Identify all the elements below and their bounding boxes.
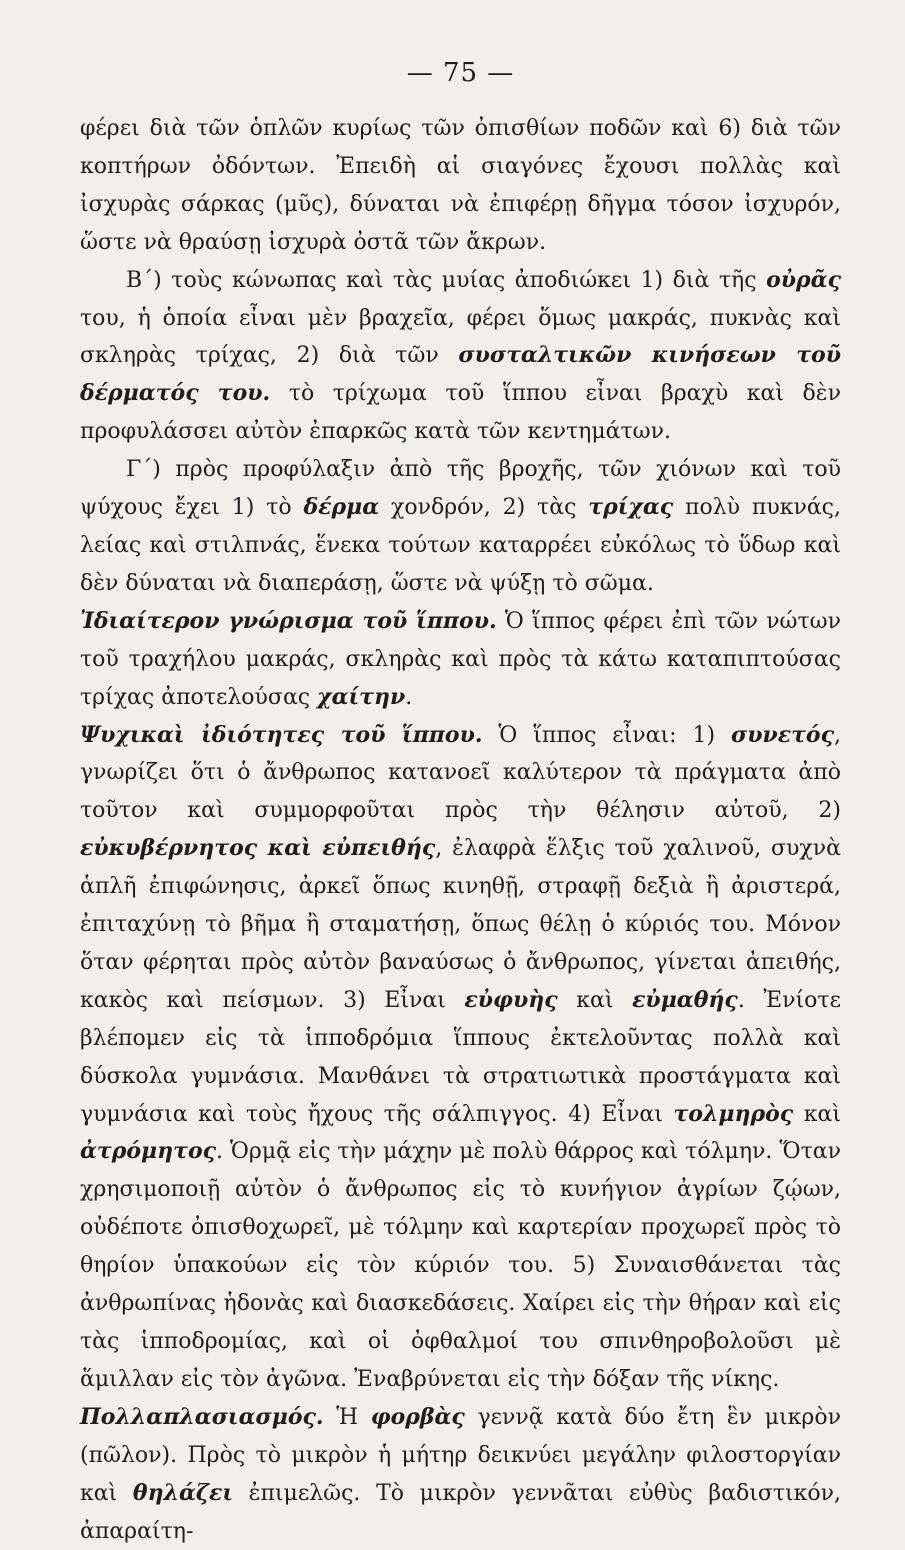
emphasized-term: συνετός (731, 721, 834, 748)
text-run: τὸ τρίχωμα τοῦ ἵππου εἶναι βραχὺ καὶ δὲν προφυλάσσει αὐτὸν ἐπαρκῶς κατὰ τῶν κεντημάτων. (80, 381, 841, 445)
emphasized-term: εὐμαθής (632, 986, 738, 1013)
emphasized-term: φορβὰς (370, 1403, 465, 1430)
text-run: Ἡ (323, 1404, 371, 1430)
emphasized-term: Ἰδιαίτερον γνώρισμα τοῦ ἵππου. (80, 607, 497, 634)
text-run: . Ἐνίοτε βλέπομεν εἰς τὰ ἱπποδρόμια ἵππους ἐκτελοῦντας πολλὰ καὶ δύσκολα γυμνάσια. Μανθάνει τὰ στρατιωτικὰ προστάγματα καὶ γυμνάσια καὶ τοὺς ἤχους τῆς σάλπιγγος. 4) Εἶναι (80, 987, 841, 1127)
paragraph-reproduction (80, 1399, 841, 1550)
text-run: , γνωρίζει ὅτι ὁ ἄνθρωπος κατανοεῖ καλύτερον τὰ πράγματα ἀπὸ τοῦτον καὶ συμμορφοῦται πρὸς τὴν θέλησιν αὐτοῦ, 2) (80, 722, 841, 824)
emphasized-term: χαίτην (317, 683, 406, 710)
text-run: καὶ (557, 987, 633, 1013)
text-run: Γ΄) πρὸς προφύλαξιν ἀπὸ τῆς βροχῆς, τῶν χιόνων καὶ τοῦ ψύχους ἔχει 1) τὸ (80, 457, 841, 521)
text-run: καὶ (793, 1101, 841, 1127)
emphasized-term: τολμηρὸς (673, 1100, 794, 1127)
text-run: Ὁ ἵππος εἶναι: 1) (482, 722, 731, 748)
emphasized-term: οὐρᾶς (766, 266, 841, 293)
emphasized-term: τρίχας (588, 494, 674, 521)
text-run: . (405, 684, 413, 710)
emphasized-term: εὐφυὴς (464, 986, 558, 1013)
text-run: ἐπιμελῶς. Τὸ μικρὸν γεννᾶται εὐθὺς βαδιστικόν, ἀπαραίτη- (80, 1480, 842, 1544)
emphasized-term: εὐκυβέρνητος καὶ εὐπειθής (80, 835, 436, 862)
text-run: χονδρόν, 2) τὰς (379, 495, 589, 521)
paragraph-weather (80, 451, 841, 603)
page-number: — 75 — (406, 58, 515, 88)
paragraph-psychology (80, 717, 841, 1399)
text-run: φέρει διὰ τῶν ὁπλῶν κυρίως τῶν ὀπισθίων ποδῶν καὶ 6) διὰ τῶν κοπτήρων ὀδόντων. Ἐπειδὴ αἱ σιαγόνες ἔχουσι πολλὰς καὶ ἰσχυρὰς σάρκας (μῦς), δύναται νὰ ἐπιφέρῃ δῆγμα τόσον ἰσχυρόν, ὥστε νὰ θραύσῃ ἰσχυρὰ ὀστᾶ τῶν ἄκρων. (80, 116, 841, 255)
paragraph-teeth (80, 110, 841, 262)
text-run: γεννᾷ κατὰ δύο ἔτη ἓν μικρὸν (πῶλον). Πρὸς τὸ μικρὸν ἡ μήτηρ δεικνύει μεγάλην φιλοστοργίαν καὶ (80, 1404, 841, 1506)
body-text (80, 110, 841, 1550)
paragraph-mane (80, 603, 841, 717)
emphasized-term: θηλάζει (132, 1479, 233, 1506)
paragraph-insects (80, 262, 841, 452)
emphasized-term: δέρμα (303, 494, 380, 521)
text-run: του, ἡ ὁποία εἶναι μὲν βραχεῖα, φέρει ὅμως μακράς, πυκνὰς καὶ σκληρὰς τρίχας, 2) διὰ τῶν (80, 305, 841, 369)
emphasized-term: ἀτρόμητος (80, 1138, 217, 1165)
text-run: , ἐλαφρὰ ἕλξις τοῦ χαλινοῦ, συχνὰ ἁπλῆ ἐπιφώνησις, ἀρκεῖ ὅπως κινηθῇ, στραφῇ δεξιὰ ἢ ἀριστερά, ἐπιταχύνῃ τὸ βῆμα ἢ σταματήσῃ, ὅπως θέλῃ ὁ κύριός του. Μόνον ὅταν φέρηται πρὸς αὐτὸν βαναύσως ὁ ἄνθρωπος, γίνεται ἀπειθής, κακὸς καὶ πείσμων. 3) Εἶναι (80, 836, 841, 1013)
text-run: Ὁ ἵππος φέρει ἐπὶ τῶν νώτων τοῦ τραχήλου μακράς, σκληρὰς καὶ πρὸς τὰ κάτω καταπιπτούσας τρίχας ἀποτελούσας (80, 608, 841, 710)
emphasized-term: Πολλαπλασιασμός. (80, 1403, 324, 1430)
text-run: . Ὁρμᾷ εἰς τὴν μάχην μὲ πολὺ θάρρος καὶ τόλμην. Ὅταν χρησιμοποιῇ αὐτὸν ὁ ἄνθρωπος εἰς τὸ κυνήγιον ἀγρίων ζῴων, οὐδέποτε ὀπισθοχωρεῖ, μὲ τόλμην καὶ καρτερίαν προχωρεῖ πρὸς τὸ θηρίον ὑπακούων εἰς τὸν κύριόν του. 5) Συναισθάνεται τὰς ἀνθρωπίνας ἡδονὰς καὶ διασκεδάσεις. Χαίρει εἰς τὴν θήραν καὶ εἰς τὰς ἱπποδρομίας, καὶ οἱ ὀφθαλμοί του σπινθηροβολοῦσι μὲ ἅμιλλαν εἰς τὸν ἀγῶνα. Ἐναβρύνεται εἰς τὴν δόξαν τῆς νίκης. (80, 1139, 841, 1392)
text-run: Β΄) τοὺς κώνωπας καὶ τὰς μυίας ἀποδιώκει 1) διὰ τῆς (126, 267, 767, 293)
emphasized-term: συσταλτικῶν κινήσεων τοῦ δέρματός του. (80, 342, 841, 407)
text-run: πολὺ πυκνάς, λείας καὶ στιλπνάς, ἕνεκα τούτων καταρρέει εὐκόλως τὸ ὕδωρ καὶ δὲν δύναται νὰ διαπεράσῃ, ὥστε νὰ ψύξῃ τὸ σῶμα. (80, 495, 841, 596)
emphasized-term: Ψυχικαὶ ἰδιότητες τοῦ ἵππου. (80, 721, 483, 748)
